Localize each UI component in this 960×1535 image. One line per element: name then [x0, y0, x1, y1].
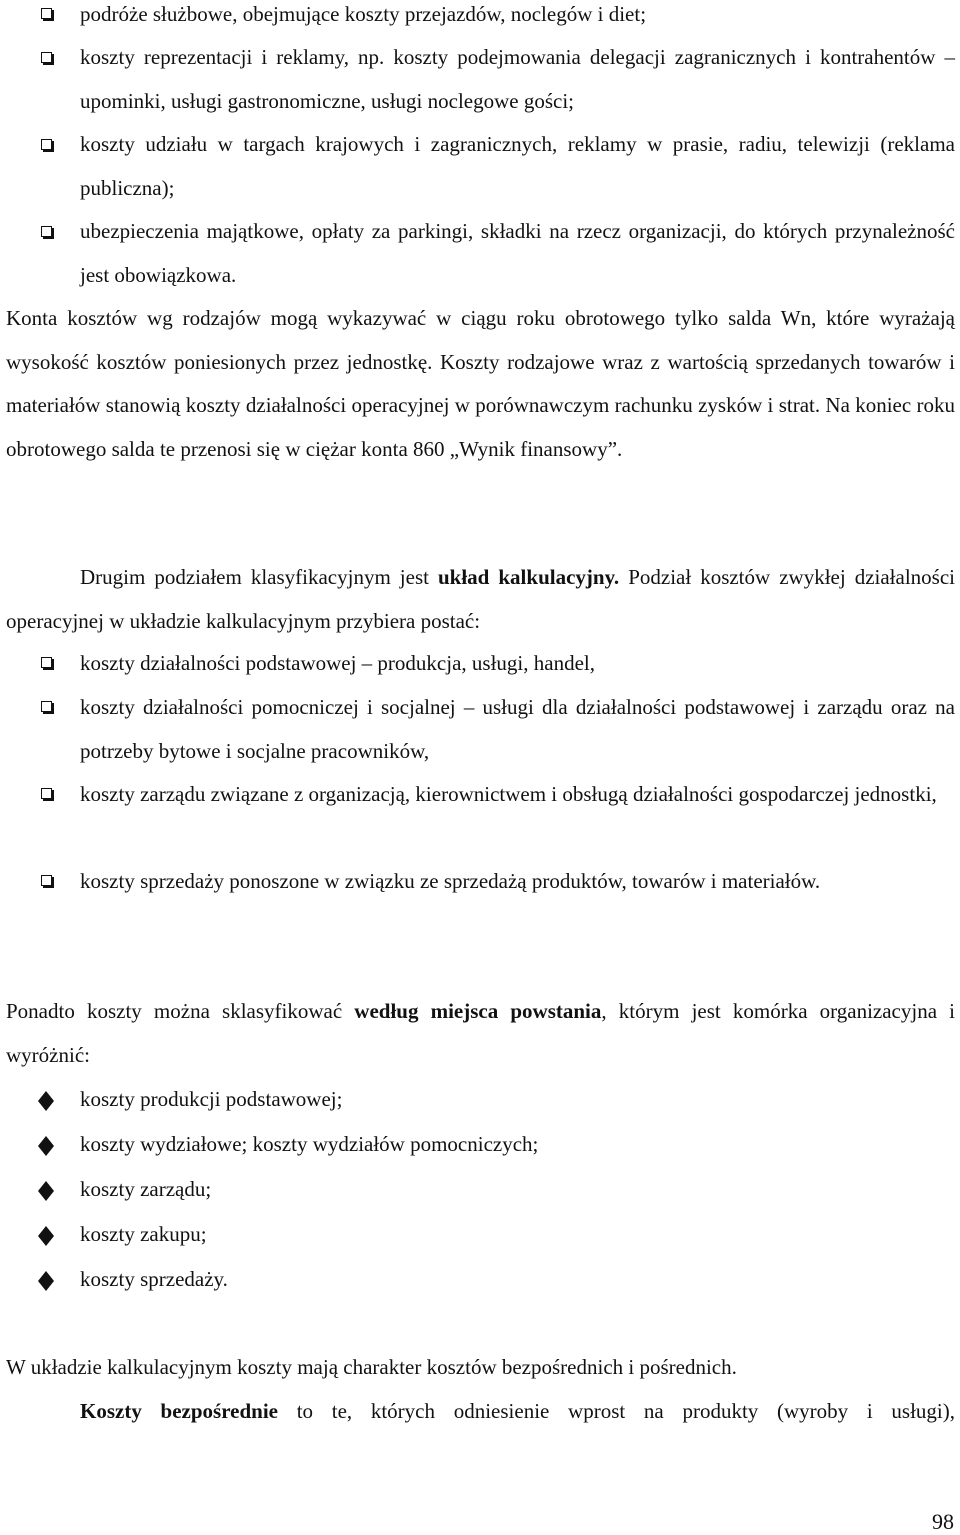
checkbox-bullet-icon: [41, 701, 52, 712]
diamond-bullet-icon: [38, 1271, 54, 1291]
paragraph-text: Drugim podziałem klasyfikacyjnym jest: [80, 565, 438, 589]
checkbox-bullet-icon: [41, 657, 52, 668]
checkbox-bullet-icon: [41, 139, 52, 150]
diamond-bullet-icon: [38, 1091, 54, 1111]
checkbox-bullet-icon: [41, 8, 52, 19]
paragraph: W układzie kalkulacyjnym koszty mają charakter kosztów bezpośrednich i pośrednich.: [6, 1355, 737, 1379]
checkbox-bullet-icon: [41, 52, 52, 63]
list-item: koszty produkcji podstawowej;: [80, 1087, 343, 1111]
list-item: koszty działalności podstawowej – produkcja, usługi, handel,: [80, 651, 595, 675]
paragraph-text: Ponadto koszty można sklasyfikować: [6, 999, 355, 1023]
list-item: koszty sprzedaży ponoszone w związku ze sprzedażą produktów, towarów i materiałów.: [80, 869, 821, 893]
list-item: koszty zarządu związane z organizacją, kierownictwem i obsługą działalności gospodarczej jednostki,: [80, 782, 937, 806]
checkbox-bullet-icon: [41, 788, 52, 799]
list-item: koszty reprezentacji i reklamy, np. koszty podejmowania delegacji zagranicznych i kontrahentów – upominki, usługi gastronomiczne, usługi noclegowe gości;: [80, 45, 955, 113]
list-item: koszty udziału w targach krajowych i zagranicznych, reklamy w prasie, radiu, telewizji (reklama publiczna);: [80, 132, 955, 200]
paragraph: [6, 990, 955, 1077]
list-item: koszty działalności pomocniczej i socjalnej – usługi dla działalności podstawowej i zarządu oraz na potrzeby bytowe i socjalne pracowników,: [80, 695, 955, 763]
checkbox-bullet-icon: [41, 875, 52, 886]
list-item: podróże służbowe, obejmujące koszty przejazdów, noclegów i diet;: [80, 2, 647, 26]
bold-term: układ kalkulacyjny.: [437, 565, 620, 589]
bold-term: Koszty bezpośrednie: [80, 1399, 278, 1423]
bold-term: według miejsca powstania: [354, 999, 602, 1023]
paragraph: [6, 1390, 955, 1434]
diamond-bullet-icon: [38, 1226, 54, 1246]
paragraph: Konta kosztów wg rodzajów mogą wykazywać w ciągu roku obrotowego tylko salda Wn, które wyrażają wysokość kosztów poniesionych przez jednostkę. Koszty rodzajowe wraz z wartością sprzedanych towarów i materiałów stanowią koszty działalności operacyjnej w porównawczym rachunku zysków i strat. Na koniec roku obrotowego salda te przenosi się w ciężar konta 860 „Wynik finansowy”.: [6, 306, 955, 461]
list-item: ubezpieczenia majątkowe, opłaty za parkingi, składki na rzecz organizacji, do których przynależność jest obowiązkowa.: [80, 219, 955, 287]
list-item: koszty sprzedaży.: [80, 1267, 228, 1291]
diamond-bullet-icon: [38, 1181, 54, 1201]
page-number: 98: [932, 1509, 954, 1534]
list-item: koszty zakupu;: [80, 1222, 207, 1246]
paragraph-text: Podział kosztów zwykłej działalności operacyjnej w układzie kalkulacyjnym przybiera postać:: [6, 565, 955, 633]
checkbox-bullet-icon: [41, 226, 52, 237]
paragraph: [6, 556, 955, 643]
paragraph-text: to te, których odniesienie wprost na produkty (wyroby i usługi),: [277, 1399, 955, 1423]
list-item: koszty wydziałowe; koszty wydziałów pomocniczych;: [80, 1132, 539, 1156]
paragraph-text: , którym jest komórka organizacyjna i wyróżnić:: [6, 999, 955, 1067]
list-item: koszty zarządu;: [80, 1177, 212, 1201]
diamond-bullet-icon: [38, 1136, 54, 1156]
